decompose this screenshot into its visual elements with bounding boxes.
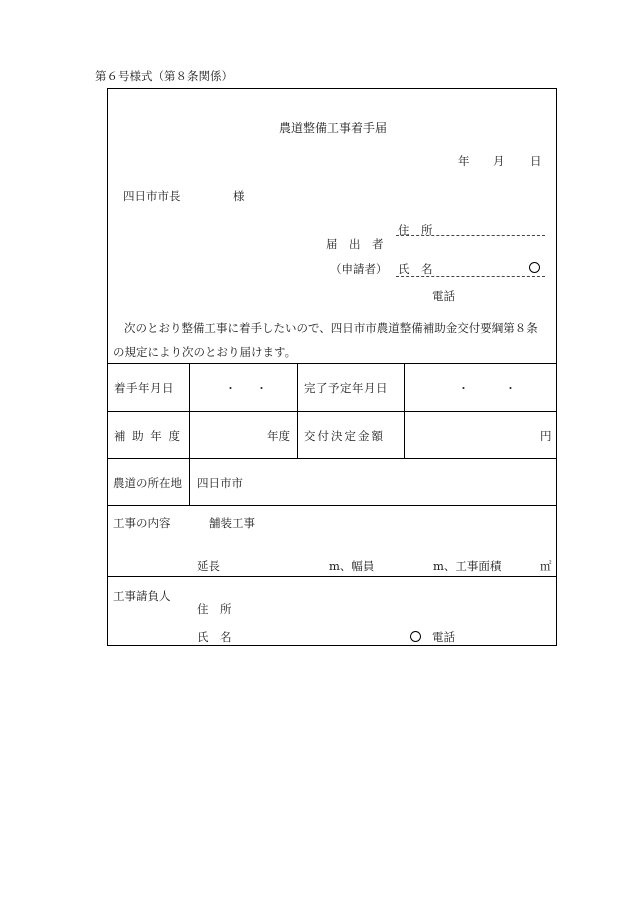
form-title: 農道整備工事着手届	[279, 121, 388, 135]
length-unit: m、幅員	[329, 559, 375, 573]
completion-date-dot-1: ・	[458, 382, 469, 395]
table-rule-2	[107, 411, 557, 412]
contractor-label: 工事請負人	[113, 589, 171, 603]
date-month: 月	[493, 154, 505, 168]
applicant-phone-label: 電話	[432, 289, 455, 303]
applicant-sub-label: （申請者）	[330, 262, 388, 276]
width-unit: m、工事面積	[433, 559, 502, 573]
applicant-address-label: 住 所	[398, 223, 433, 237]
applicant-label: 届 出 者	[326, 237, 384, 251]
body-text-line2: の規定により次のとおり届けます。	[113, 345, 297, 359]
start-date-dot-2: ・	[256, 382, 267, 395]
completion-date-dot-2: ・	[505, 382, 516, 395]
start-date-dot-1: ・	[225, 382, 236, 395]
grant-amount-unit: 円	[540, 429, 552, 443]
contractor-name-label: 氏 名	[197, 630, 232, 644]
address-underline	[396, 235, 545, 236]
addressee-name: 四日市市長	[123, 189, 181, 203]
applicant-name-label: 氏 名	[398, 262, 433, 276]
subsidy-year-unit: 年度	[267, 429, 290, 443]
name-underline	[396, 276, 545, 277]
length-label: 延長	[197, 559, 220, 573]
date-day: 日	[530, 154, 542, 168]
location-label: 農道の所在地	[113, 476, 182, 490]
applicant-seal-icon	[529, 262, 540, 273]
table-col-2	[297, 363, 298, 458]
addressee-honorific: 様	[233, 189, 245, 203]
table-rule-5	[107, 576, 557, 577]
contractor-seal-icon	[410, 631, 421, 642]
work-content-label: 工事の内容	[113, 516, 171, 530]
location-value: 四日市市	[197, 476, 243, 490]
completion-date-label: 完了予定年月日	[304, 381, 388, 395]
contractor-phone-label: 電話	[432, 630, 455, 644]
table-rule-4	[107, 505, 557, 506]
table-col-1	[189, 363, 190, 505]
grant-amount-label: 交付決定金額	[304, 429, 385, 443]
form-number: 第６号様式（第８条関係）	[95, 69, 233, 83]
table-rule-1	[107, 363, 557, 364]
area-unit: ㎡	[540, 559, 552, 573]
date-year: 年	[458, 154, 470, 168]
table-col-3	[404, 363, 405, 458]
table-rule-3	[107, 458, 557, 459]
subsidy-year-label: 補 助 年 度	[114, 429, 182, 443]
contractor-address-label: 住 所	[197, 602, 232, 616]
work-content-value: 舗装工事	[209, 516, 255, 530]
start-date-label: 着手年月日	[114, 381, 174, 395]
body-text-line1: 次のとおり整備工事に着手したいので、四日市市農道整備補助金交付要綱第８条	[124, 321, 538, 335]
